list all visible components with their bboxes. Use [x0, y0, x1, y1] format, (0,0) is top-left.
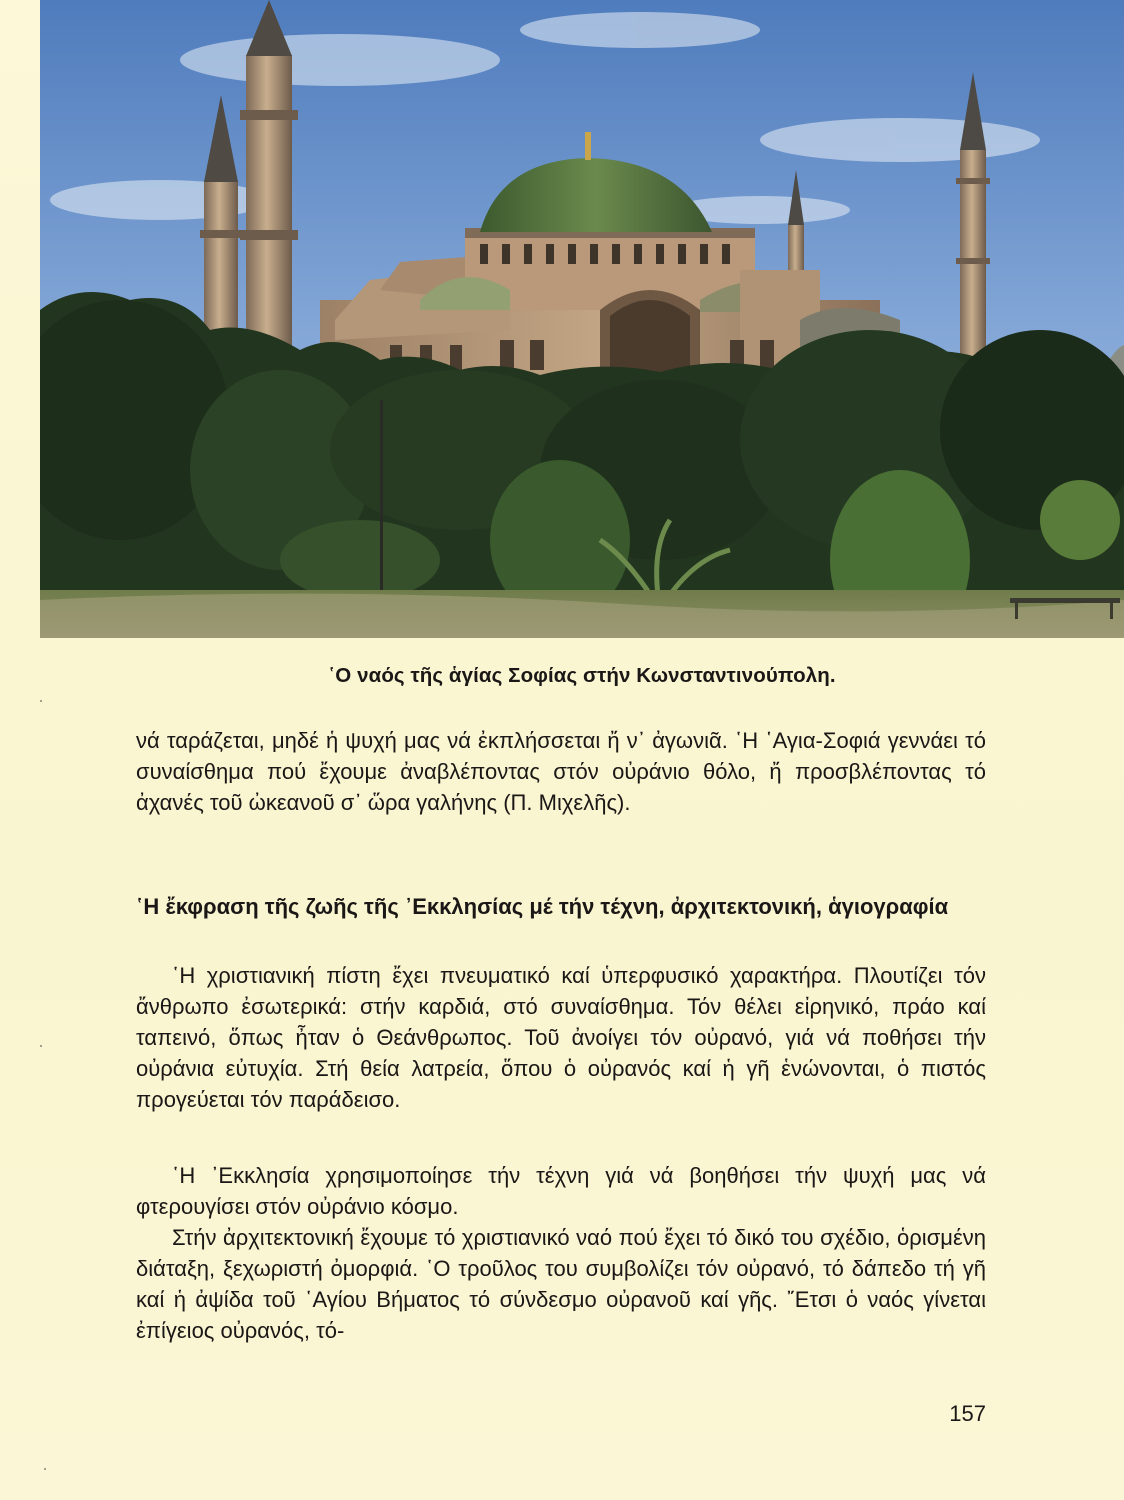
paper-speck [44, 1468, 46, 1470]
lamp-post [380, 400, 383, 610]
hagia-sophia-photo [40, 0, 1124, 638]
paragraph-3 [136, 1160, 986, 1222]
paragraph-2-text: ῾Η χριστιανική πίστη ἔχει πνευματικό καί ὑπερφυσικό χαρακτήρα. Πλουτίζει τόν ἄνθρωπο ἐσωτερικά: στήν καρδιά, στό συναίσθημα. Τόν θέλει εἰρηνικό, πράο καί ταπεινό, ὅπως ἦταν ὁ Θεάνθρωπος. Τοῦ ἀνοίγει τόν οὐρανό, γιά νά ποθήσει τήν οὐράνια εὐτυχία. Στή θεία λατρεία, ὅπου ὁ οὐρανός καί ἡ γῆ ἑνώνονται, ὁ πιστός προγεύεται τόν παράδεισο. [136, 963, 986, 1112]
page-number: 157 [949, 1401, 986, 1426]
section-heading: ῾Η ἔκφραση τῆς ζωῆς τῆς ᾽Εκκλησίας μέ τήν τέχνη, ἀρχιτεκτονική, ἁγιογραφία [136, 894, 949, 919]
paragraph-2 [136, 960, 986, 1115]
paper-speck [40, 700, 42, 702]
paragraph-1 [136, 725, 986, 818]
paragraph-4 [136, 1222, 986, 1346]
paragraph-4-text: Στήν ἀρχιτεκτονική ἔχουμε τό χριστιανικό ναό πού ἔχει τό δικό του σχέδιο, ὁρισμένη διάταξη, ξεχωριστή ὀμορφιά. ῾Ο τροῦλος του συμβολίζει τόν οὐρανό, τό δάπεδο τή γῆ καί ἡ ἀψίδα τοῦ ῾Αγίου Βήματος τό σύνδεσμο οὐρανοῦ καί γῆς. ῎Ετσι ὁ ναός γίνεται ἐπίγειος οὐρανός, τό- [136, 1225, 986, 1343]
photo-caption: ῾Ο ναός τῆς ἁγίας Σοφίας στήν Κωνσταντινούπολη. [328, 664, 836, 687]
paper-speck [40, 1045, 42, 1047]
paragraph-1-text: νά ταράζεται, μηδέ ἡ ψυχή μας νά ἐκπλήσσεται ἤ ν᾽ ἀγωνιᾶ. ῾Η ῾Αγια-Σοφιά γεννάει τό συναίσθημα πού ἔχουμε ἀναβλέποντας στόν οὐράνιο θόλο, ἤ προσβλέποντας τό ἀχανές τοῦ ὠκεανοῦ σ᾽ ὥρα γαλήνης (Π. Μιχελῆς). [136, 728, 986, 815]
paragraph-3-text: ῾Η ᾽Εκκλησία χρησιμοποίησε τήν τέχνη γιά νά βοηθήσει τήν ψυχή μας νά φτερουγίσει στόν οὐράνιο κόσμο. [136, 1163, 986, 1219]
minaret-left-tall [240, 0, 298, 385]
